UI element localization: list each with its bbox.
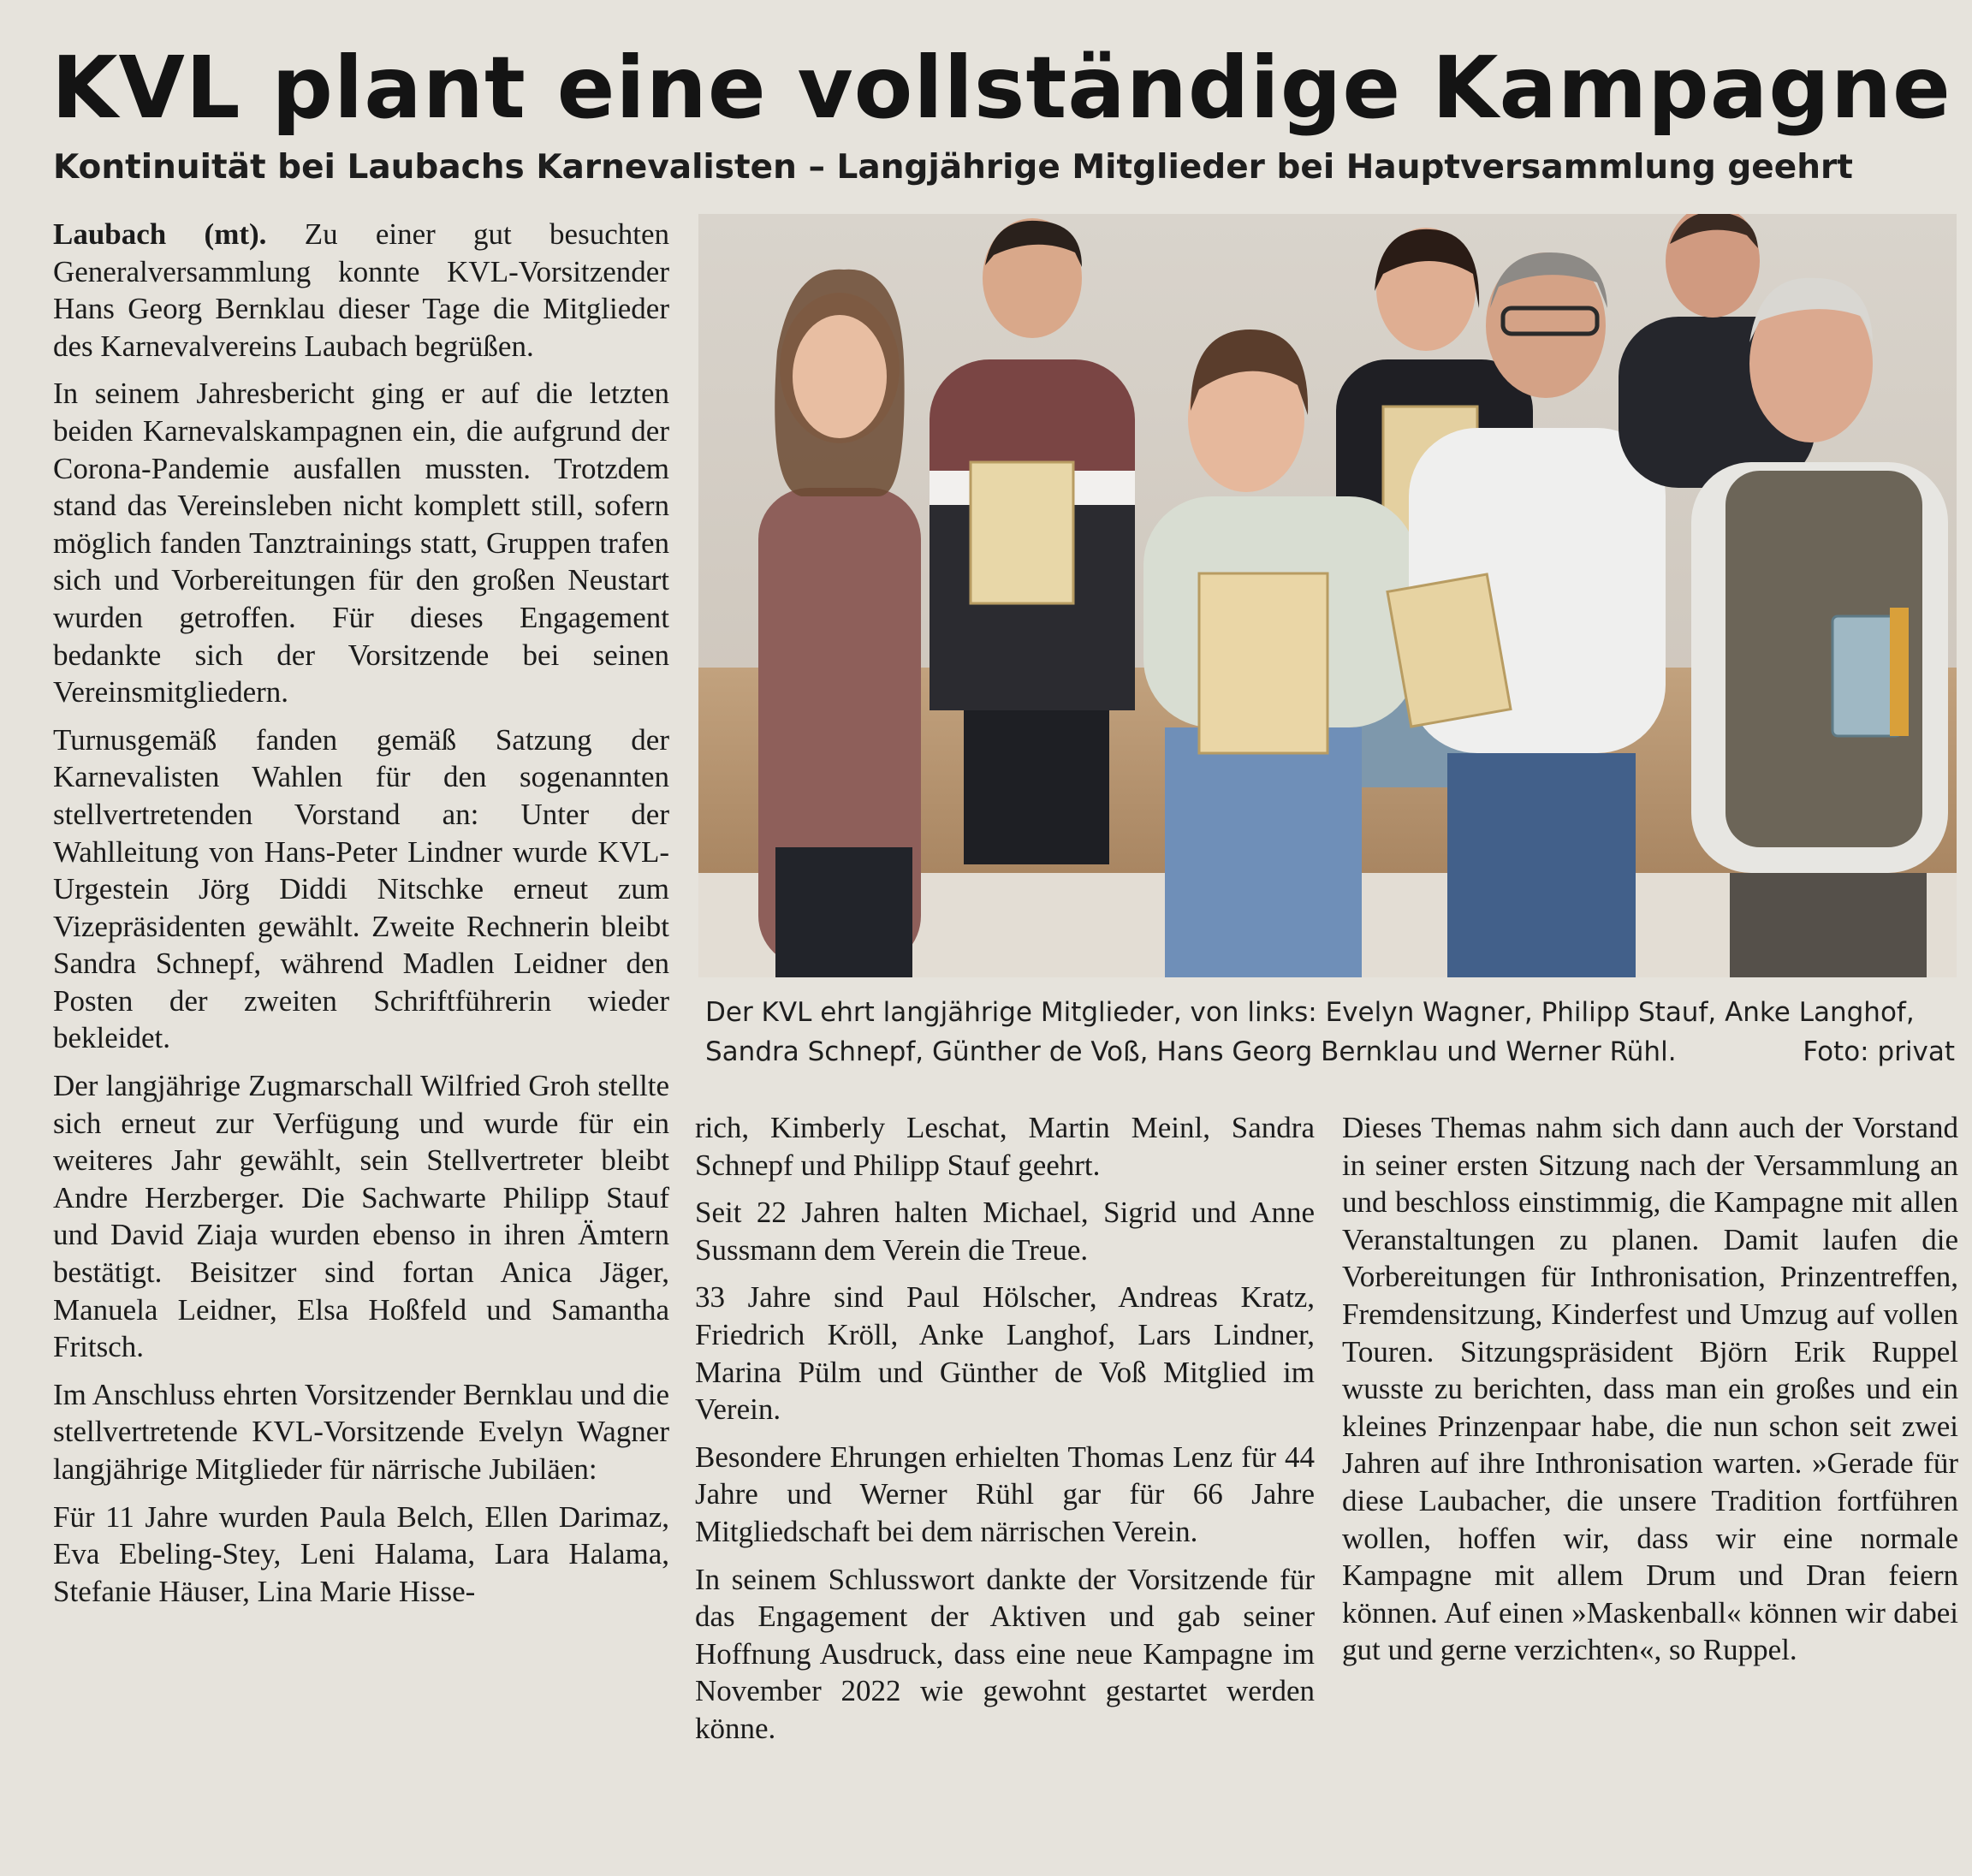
paragraph [53, 216, 669, 365]
paragraph: Dieses Themas nahm sich dann auch der Vorstand in seiner ersten Sitzung nach der Versammlung an und beschloss einstimmig, die Kampagne mit allen Veranstaltungen zu planen. Damit laufen die Vorbereitungen für Inthronisation, Prinzentreffen, Fremdensitzung, Kinderfest und Umzug auf vollen Touren. Sitzungspräsident Björn Erik Ruppel wusste zu berichten, dass man ein großes und ein kleines Prinzenpaar habe, die nun schon seit zwei Jahren auf ihre Inthronisation warten. »Gerade für diese Laubacher, die unsere Tradition fortführen wollen, hoffen wir, dass wir eine normale Kampagne mit allem Drum und Dran feiern können. Auf einen »Maskenball« können wir dabei gut und gerne verzichten«, so Ruppel. [1342, 1111, 1958, 1667]
article-column-3 [1342, 1109, 1958, 1679]
photo-caption: Der KVL ehrt langjährige Mitglieder, von links: Evelyn Wagner, Philipp Stauf, Anke Langhof, Sandra Schnepf, Günther de Voß, Hans Georg Bernklau und Werner Rühl. [705, 997, 1915, 1067]
paragraph: In seinem Schlusswort dankte der Vorsitzende für das Engagement der Aktiven und gab seiner Hoffnung Ausdruck, dass eine neue Kampagne im November 2022 wie gewohnt gestartet werden könne. [695, 1562, 1315, 1745]
paragraph: Besondere Ehrungen erhielten Thomas Lenz für 44 Jahre und Werner Rühl gar für 66 Jahre Mitgliedschaft bei dem närrischen Verein. [695, 1440, 1315, 1548]
paragraph-text: Zu einer gut besuchten Generalversammlung konnte KVL-Vorsitzender Hans Georg Bernklau dieser Tage die Mitglieder des Karnevalvereins Laubach begrüßen. [53, 217, 669, 363]
paragraph: 33 Jahre sind Paul Hölscher, Andreas Kratz, Friedrich Kröll, Anke Langhof, Lars Lindner, Marina Pülm und Günther de Voß Mitglied im Verein. [695, 1280, 1315, 1427]
paragraph: In seinem Jahresbericht ging er auf die letzten beiden Karnevalskampagnen ein, die aufgrund der Corona-Pandemie ausfallen mussten. Trotzdem stand das Vereinsleben nicht komplett still, sofern möglich fanden Tanztrainings statt, Gruppen trafen sich und Vorbereitungen für den großen Neustart wurden getroffen. Für dieses Engagement bedankte sich der Vorsitzende bei seinen Vereinsmitgliedern. [53, 377, 669, 709]
photo-credit: Foto: privat [1803, 1036, 1955, 1067]
headline: KVL plant eine vollständige Kampagne [51, 38, 1951, 138]
paragraph: Seit 22 Jahren halten Michael, Sigrid und Anne Sussmann dem Verein die Treue. [695, 1196, 1315, 1267]
paragraph: rich, Kimberly Leschat, Martin Meinl, Sandra Schnepf und Philipp Stauf geehrt. [695, 1111, 1315, 1182]
article-column-1 [53, 216, 669, 1620]
group-photo-illustration [698, 214, 1957, 977]
person-evelyn-wagner [758, 270, 921, 977]
group-photo [698, 214, 1957, 977]
paragraph: Im Anschluss ehrten Vorsitzender Bernklau und die stellvertretende KVL-Vorsitzende Evelyn Wagner langjährige Mitglieder für närrische Jubiläen: [53, 1377, 669, 1486]
paragraph: Der langjährige Zugmarschall Wilfried Groh stellte sich erneut zur Verfügung und wurde für ein weiteres Jahr gewählt, sein Stellvertreter bleibt Andre Herzberger. Die Sachwarte Philipp Stauf und David Ziaja wurden ebenso in ihren Ämtern bestätigt. Beisitzer sind fortan Anica Jäger, Manuela Leidner, Elsa Hoßfeld und Samantha Fritsch. [53, 1069, 669, 1364]
article-column-2 [695, 1109, 1315, 1758]
paragraph: Für 11 Jahre wurden Paula Belch, Ellen Darimaz, Eva Ebeling-Stey, Leni Halama, Lara Halama, Stefanie Häuser, Lina Marie Hisse- [53, 1499, 669, 1608]
paragraph: Turnusgemäß fanden gemäß Satzung der Karnevalisten Wahlen für den sogenannten stellvertretenden Vorstand an: Unter der Wahlleitung von Hans-Peter Lindner wurde KVL-Urgestein Jörg Diddi Nitschke erneut zum Vizepräsidenten gewählt. Zweite Rechnerin bleibt Sandra Schnepf, während Madlen Leidner den Posten der zweiten Schriftführerin wieder bekleidet. [53, 722, 669, 1055]
subheadline: Kontinuität bei Laubachs Karnevalisten – Langjährige Mitglieder bei Hauptversammlung geehrt [53, 148, 1853, 187]
dateline: Laubach (mt). [53, 217, 267, 251]
